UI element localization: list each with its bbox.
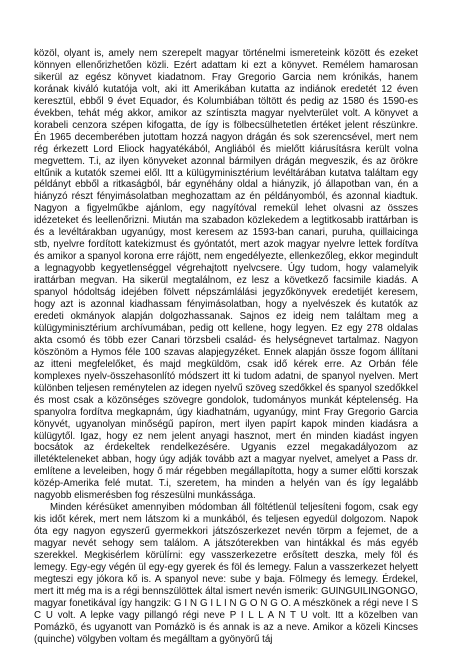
body-paragraph-2: Minden kérésüket amennyiben módomban áll föltétlenül teljesíteni fogom, csak egy kis időt kérek, mert nem látszom ki a munkából, és teljesen egyedül dolgozom. Napok óta egy nagyon egyszerű gyermekkori játszószerkezet nevén törpm a fejemet, de a magyar nevét sehogy sem találom. A játszóterekben van hintákkal és más egyéb szerekkel. Megkisérlem körülírni: egy vasszerkezetre erősített deszka, mely föl és lemegy. Egy-egy végén ül egy-egy gyerek és föl és lemegy. Falun a vasszerkezet helyett megteszi egy jókora kő is. A spanyol neve: sube y baja. Fölmegy és lemegy. Érdekel, mert itt még ma is a régi bennszülöttek által ismert nevén ismerik: GUINGUILINGONGO, magyar fonetikával így hangzik: G I N G I L I N G O N G O. A mészkönek a régi neve I S C U volt. A lepke vagy pillangó régi neve P I L L A N T U volt. Itt a közelben van Pomázkö, és ugyanott van Pomázkö is és annak is az a neve. Amikor a közeli Kincses (quinche) völgyben voltam és megálltam a gyönyörű táj: [34, 502, 418, 645]
document-page: [34, 48, 418, 645]
body-paragraph-1: közöl, olyant is, amely nem szerepelt magyar történelmi ismereteink között és ezeket könnyen ellenőrizhetően közli. Ezért adattam ki ezt a könyvet. Remélem hamarosan sikerül az egész könyvet kiadatnom. Fray Gregorio Garcia nem krónikás, hanem korának kiváló kutatója volt, aki itt Amerikában kutatta az indiánok eredetét 12 éven keresztül, ebből 9 évet Equador, és Kolumbiában töltött és pedig az 1580 és 1590-es években, tehát még akkor, amikor az színtiszta magyar nyelvterület volt. A könyvet a korabeli cenzora szépen kifogatta, de így is fölbecsülhetetlen értéket jelent részünkre. Én 1965 decemberében jutottam hozzá nagyon drágán és sok szerencsével, mert nem rég érkezett Lord Eliock hagyatékából, Angliából és mielőtt kiárusításra került volna megvettem. T.i, az ilyen könyveket azonnal bármilyen drágán megveszik, és az örökre eltűnik a kutatók szemei elől. Itt a külügyminisztérium levéltárában kutatva találtam egy példányt ebből a ritkaságból, bár egynéhány oldal a hiányzik, jó állapotban van, én a hiányzó részt fényimásolatban meghozattam az én példányomból, és azonnal kiadtuk. Nagyon a figyelműkbe ajánlom, egy nagyítóval remekül lehet olvasni az összes idézeteket és leellenőrizni. Miután ma szabadon közlekedem a legtitkosabb irattárban is és a levéltárakban ugyanúgy, most keresem az 1593-ban canari, puruha, quillaicinga stb, nyelvre fordított katekizmust és gyóntatót, mert azok magyar nyelvre lettek fordítva és amikor a spanyol korona erre rájött, nem engedélyezte, ellenkezőleg, ekkor megindult a legnagyobb kegyetlenséggel végrehajtott nyelvcsere. Úgy tudom, hogy valamelyik irattárban megvan. Ha sikerül megtalálnom, ez lesz a következő facsimile kiadás. A spanyol hódoltság idejében fölvett népszámlálási jegyzőkönyvek eredetijét keresem, hogy azt is azonnal kiadhassam fényimásolatban, hogy a nyelvészek és kutatók az eredeti okmányok alapján dolgozhassanak. Sajnos ez ideig nem találtam meg a külügyminisztérium archívumában, pedig ott kellene, hogy legyen. Ez egy 278 oldalas akta csomó és több ezer Canari törzsbeli család- és helységnevet tartalmaz. Nagyon köszönöm a Hymos féle 100 szavas alapjegyzéket. Ennek alapján össze fogom állítani az itteni megfelelőket, és majd megküldöm, csak idő kérek erre. Az Orbán féle komplexes nyelv-összehasonlító módszert itt ki tudom adatni, de spanyol nyelven. Mert különben teljesen reménytelen az idegen nyelvű szöveg szedőkkel és spanyol szedőkkel és most csak a közönséges szövegre gondolok, tudományos munkát képtelenség. Ha spanyolra fordítva megkapnám, úgy kiadhatnám, ugyanúgy, mint Fray Gregorio Garcia könyvét, ugyanolyan minőségű papíron, mert ilyen papírt kapok minden kiadásra a külügytől. Igaz, hogy ez nem jelent anyagi hasznot, mert én minden kiadást ingyen bocsátok az érdekeltek rendelkezésére. Ugyanis ezzel megakadályozom az illetékteleneket abban, hogy úgy adják tovább azt a magyar nyelvet, amelyet a Pass dr. említene a leveleiben, hogy ő már régebben megállapította, hogy a sumer előtti korszak közép-Amerika felé mutat. T.i, szeretem, ha minden a helyén van és így legalább nagyobb elismerésben fog részesülni munkássága.: [34, 48, 418, 502]
